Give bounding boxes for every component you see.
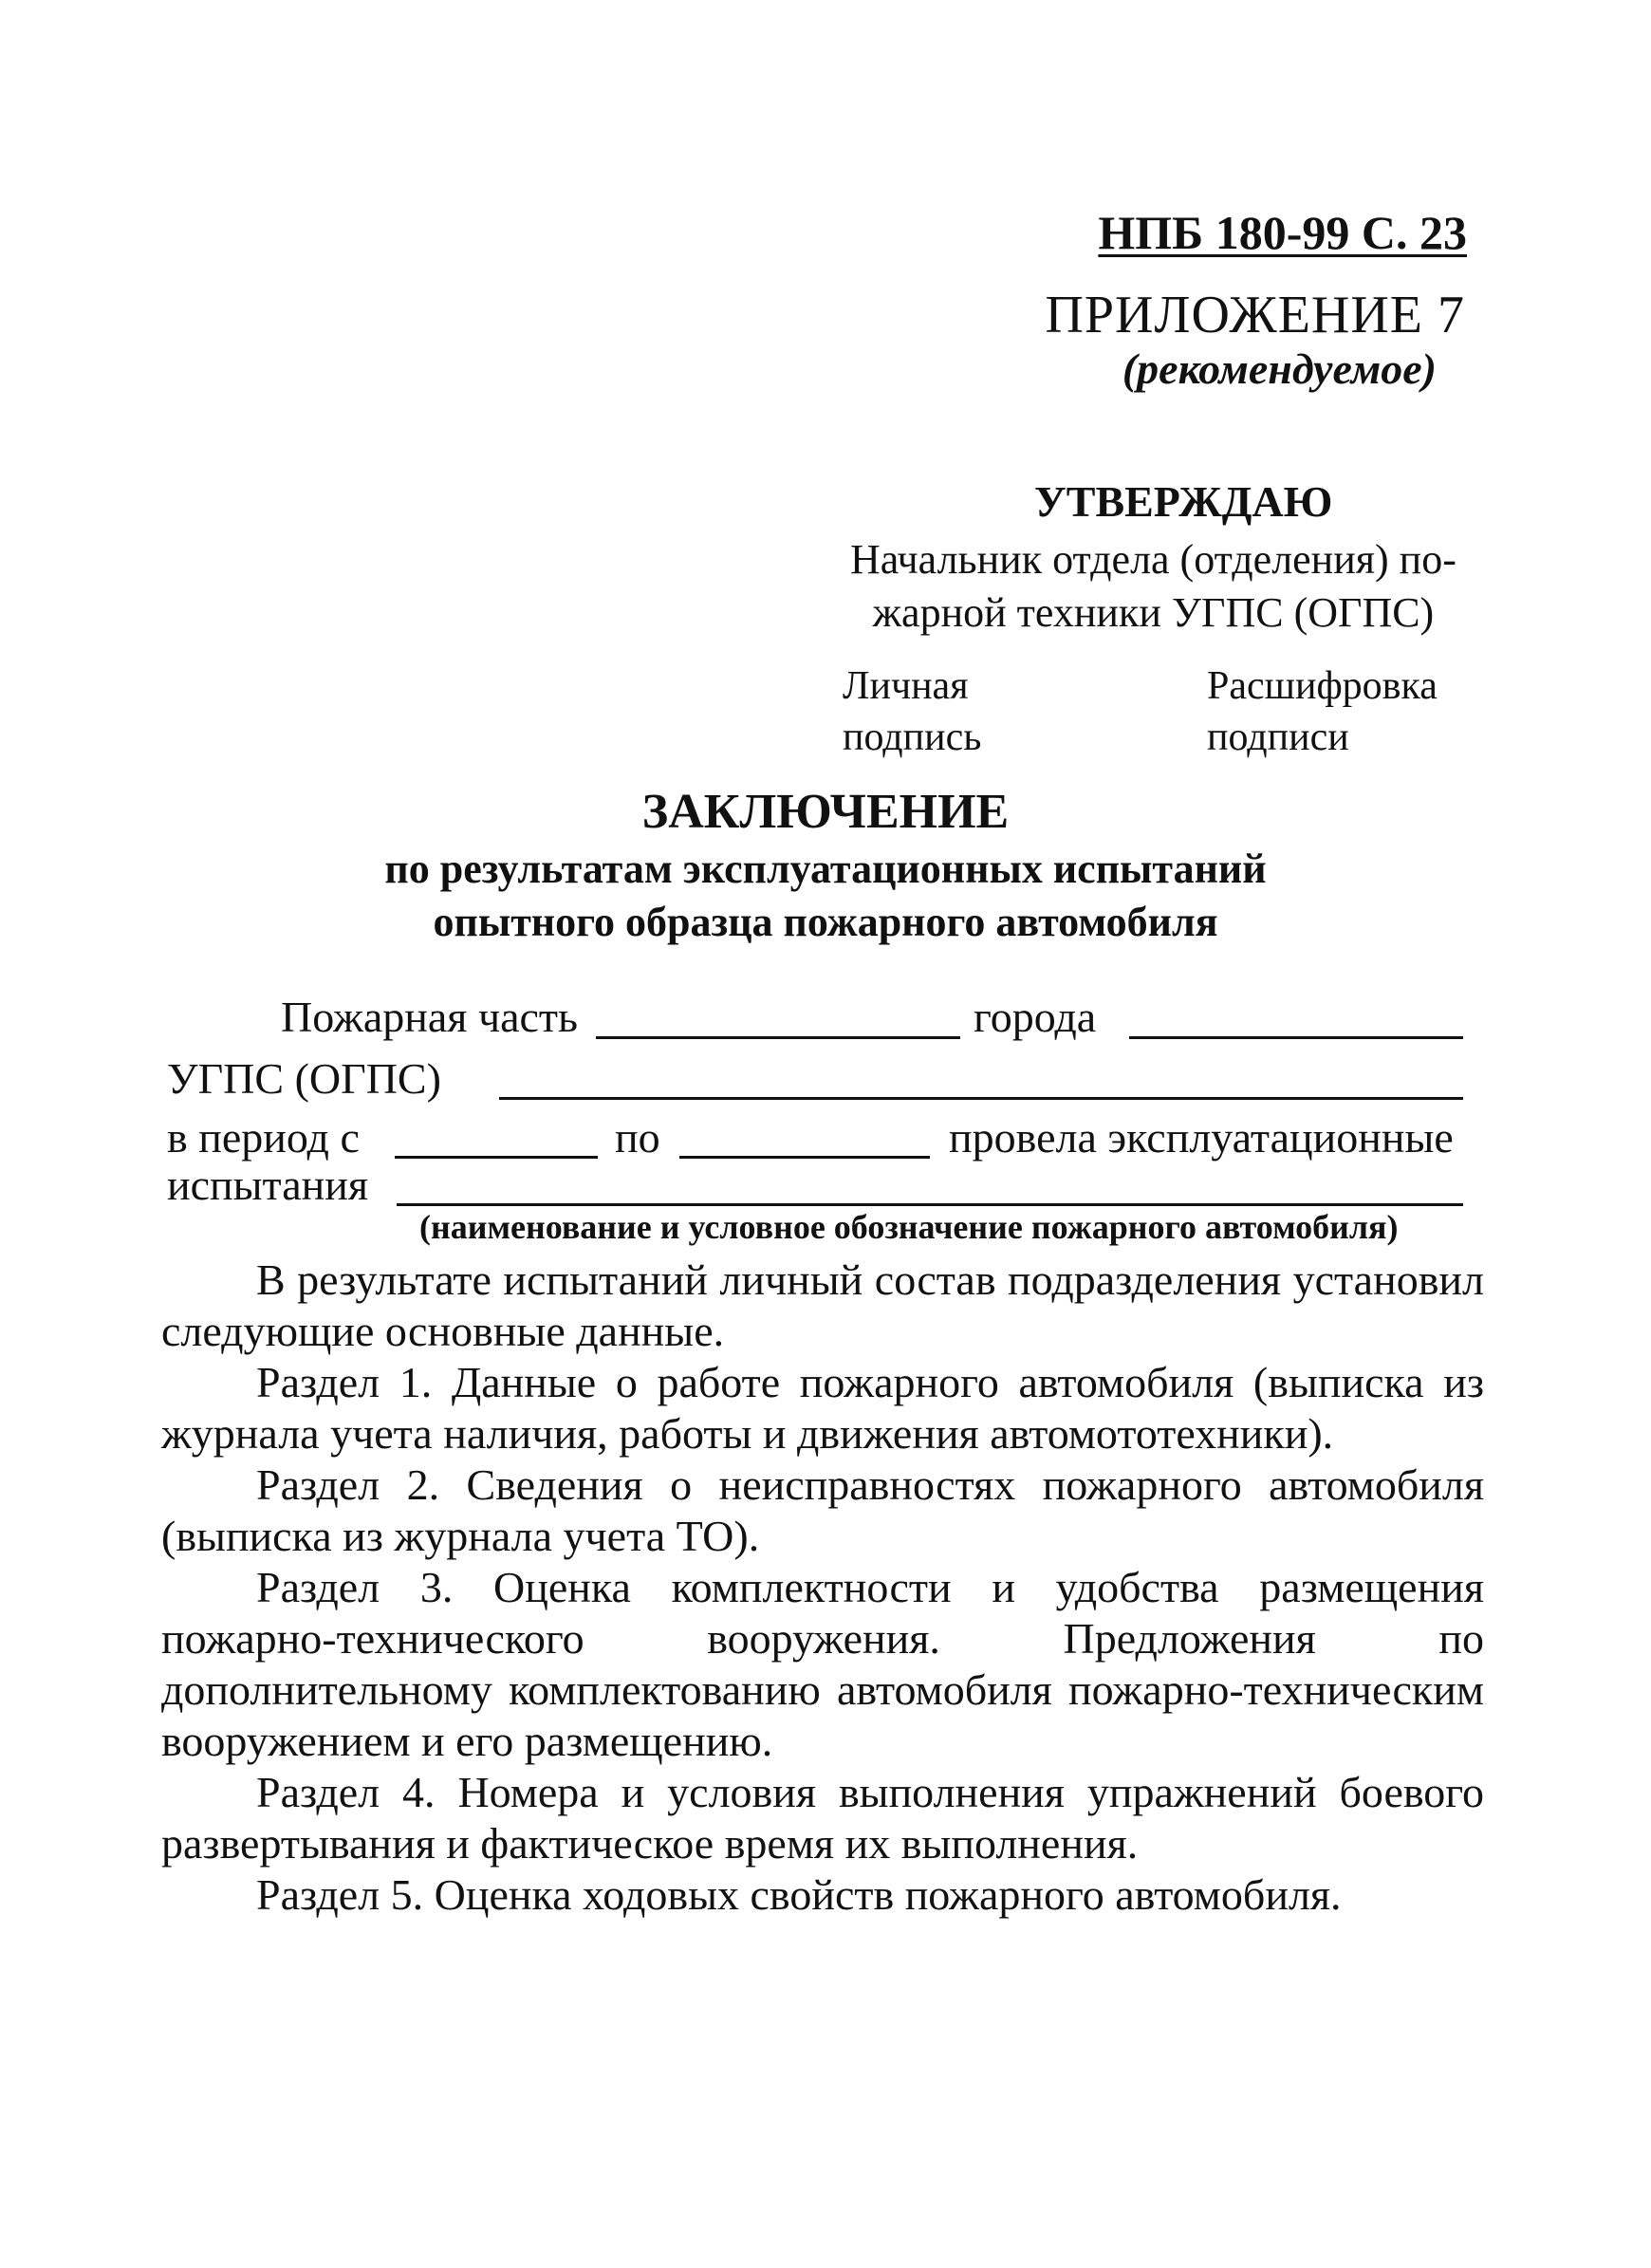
document-code: НПБ 180-99 С. 23 (1098, 206, 1467, 259)
approval-heading: УТВЕРЖДАЮ (1034, 477, 1333, 526)
document-title: ЗАКЛЮЧЕНИЕ (641, 785, 1010, 839)
vehicle-name-caption: (наименование и условное обозначение пожарного автомобиля) (419, 1208, 1399, 1246)
conducted-label: провела эксплуатационные (949, 1113, 1454, 1162)
fire-unit-label: Пожарная часть (281, 993, 579, 1041)
section-5-paragraph: Раздел 5. Оценка ходовых свойств пожарного автомобиля. (256, 1870, 1342, 1919)
signature-decode-label-line-1: Расшифровка (1207, 664, 1438, 708)
signature-decode-label-line-2: подписи (1207, 716, 1349, 759)
document-subtitle (0, 843, 1651, 949)
personal-signature-label-line-1: Личная (843, 664, 969, 708)
fire-unit-field[interactable] (596, 1036, 960, 1039)
section-4-paragraph: Раздел 4. Номера и условия выполнения упражнений боевого развертывания и фактическое время их выполнения. (161, 1768, 1484, 1868)
ugps-field[interactable] (499, 1097, 1463, 1100)
city-field[interactable] (1129, 1036, 1463, 1039)
period-from-label: в период с (167, 1113, 360, 1162)
document-subtitle-line-1: по результатам эксплуатационных испытаний (384, 846, 1267, 892)
document-subtitle-line-2: опытного образца пожарного автомобиля (433, 899, 1218, 945)
appendix-status: (рекомендуемое) (1122, 344, 1437, 393)
section-3-paragraph: Раздел 3. Оценка комплектности и удобства размещения пожарно-технического вооружения. Предложения по дополнительному комплектованию автомобиля пожарно-техническим вооружением и его размещению. (161, 1563, 1484, 1765)
personal-signature-label-line-2: подпись (843, 716, 982, 759)
ugps-label: УГПС (ОГПС) (167, 1054, 441, 1103)
signature-decode-label (1207, 660, 1438, 763)
vehicle-name-field[interactable] (397, 1203, 1463, 1206)
section-2-paragraph: Раздел 2. Сведения о неисправностях пожарного автомобиля (выписка из журнала учета ТО). (161, 1460, 1484, 1560)
body-text (161, 1255, 1484, 1921)
section-1-paragraph: Раздел 1. Данные о работе пожарного автомобиля (выписка из журнала учета наличия, работы и движения автомототехники). (161, 1358, 1484, 1458)
approver-position (850, 533, 1456, 640)
appendix-heading: ПРИЛОЖЕНИЕ 7 (1045, 286, 1465, 344)
tests-label: испытания (167, 1161, 369, 1209)
approver-position-line-1: Начальник отдела (отделения) по- (850, 536, 1456, 583)
personal-signature-label (843, 660, 981, 763)
period-to-field[interactable] (679, 1156, 930, 1159)
city-label: города (974, 993, 1097, 1041)
period-from-field[interactable] (395, 1156, 598, 1159)
period-to-label: по (615, 1113, 660, 1162)
approver-position-line-2: жарной техники УГПС (ОГПС) (872, 589, 1435, 636)
intro-paragraph: В результате испытаний личный состав подразделения установил следующие основные данные. (161, 1255, 1484, 1355)
